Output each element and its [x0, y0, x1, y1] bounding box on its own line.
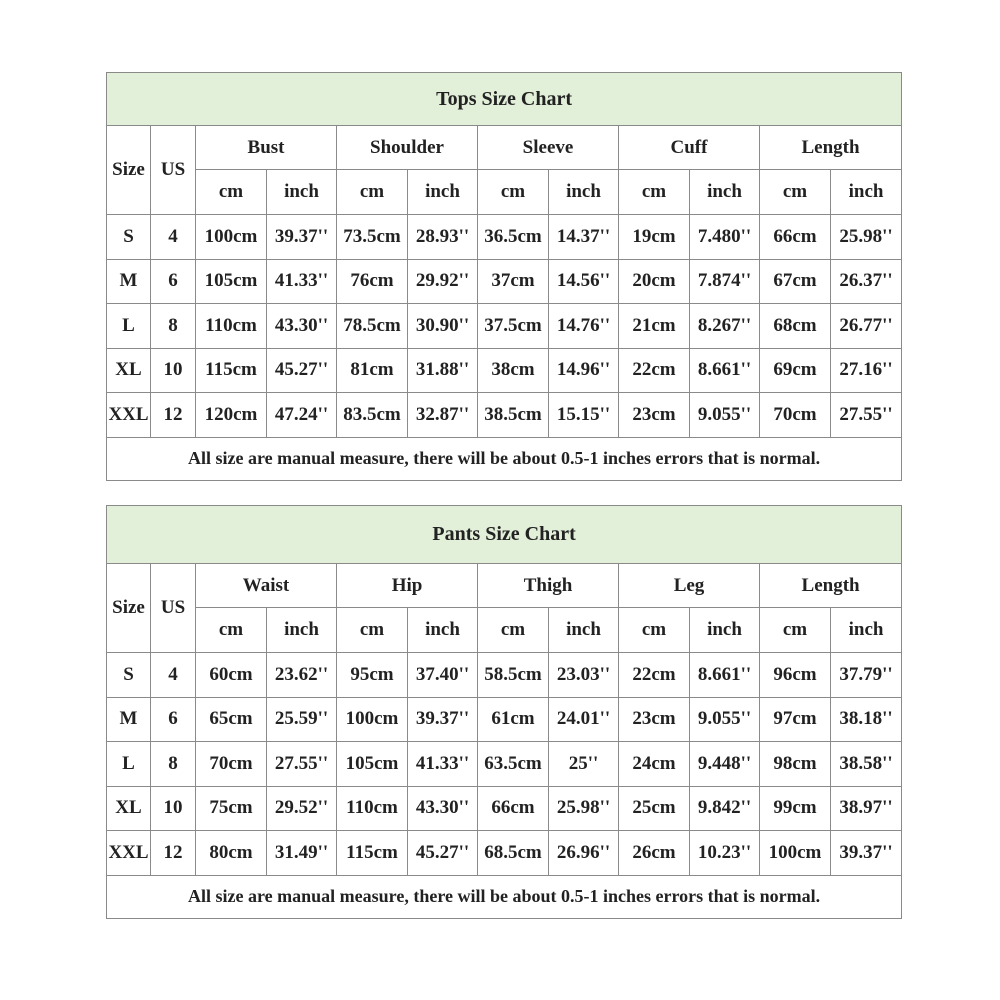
value-cell: 25'' [549, 742, 619, 787]
unit-header: cm [478, 608, 549, 653]
value-cell: 9.055'' [690, 697, 760, 742]
table-row [107, 786, 902, 831]
value-cell: 38cm [478, 348, 549, 393]
value-cell: 23.03'' [549, 653, 619, 698]
value-cell: 37.5cm [478, 304, 549, 349]
value-cell: 22cm [619, 348, 690, 393]
unit-header: inch [408, 608, 478, 653]
value-cell: 70cm [196, 742, 267, 787]
unit-header: cm [619, 608, 690, 653]
value-cell: 67cm [760, 259, 831, 304]
value-cell: 29.52'' [267, 786, 337, 831]
unit-header: inch [831, 170, 902, 215]
measurement-note: All size are manual measure, there will be about 0.5-1 inches errors that is normal. [107, 875, 902, 918]
value-cell: 110cm [337, 786, 408, 831]
measure-header: Thigh [478, 564, 619, 608]
value-cell: 105cm [196, 259, 267, 304]
size-cell: XXL [107, 393, 151, 438]
value-cell: 39.37'' [267, 215, 337, 260]
value-cell: 37cm [478, 259, 549, 304]
measure-header: Waist [196, 564, 337, 608]
value-cell: 8.661'' [690, 653, 760, 698]
us-cell: 4 [151, 215, 196, 260]
value-cell: 58.5cm [478, 653, 549, 698]
value-cell: 9.448'' [690, 742, 760, 787]
pants-size-chart [106, 505, 902, 919]
measure-header: Sleeve [478, 126, 619, 170]
value-cell: 76cm [337, 259, 408, 304]
value-cell: 83.5cm [337, 393, 408, 438]
value-cell: 30.90'' [408, 304, 478, 349]
us-cell: 8 [151, 742, 196, 787]
unit-header: cm [760, 608, 831, 653]
value-cell: 38.97'' [831, 786, 902, 831]
value-cell: 70cm [760, 393, 831, 438]
measure-header: Shoulder [337, 126, 478, 170]
value-cell: 7.480'' [690, 215, 760, 260]
value-cell: 26cm [619, 831, 690, 876]
value-cell: 69cm [760, 348, 831, 393]
value-cell: 23cm [619, 697, 690, 742]
measure-header: Bust [196, 126, 337, 170]
value-cell: 14.56'' [549, 259, 619, 304]
us-header: US [151, 126, 196, 215]
value-cell: 43.30'' [267, 304, 337, 349]
value-cell: 78.5cm [337, 304, 408, 349]
value-cell: 115cm [337, 831, 408, 876]
value-cell: 47.24'' [267, 393, 337, 438]
value-cell: 80cm [196, 831, 267, 876]
value-cell: 14.76'' [549, 304, 619, 349]
unit-header: cm [337, 608, 408, 653]
table-row [107, 304, 902, 349]
value-cell: 100cm [760, 831, 831, 876]
value-cell: 28.93'' [408, 215, 478, 260]
size-header: Size [107, 126, 151, 215]
measure-header: Length [760, 126, 902, 170]
value-cell: 63.5cm [478, 742, 549, 787]
unit-header: inch [267, 608, 337, 653]
value-cell: 7.874'' [690, 259, 760, 304]
value-cell: 73.5cm [337, 215, 408, 260]
value-cell: 25.98'' [549, 786, 619, 831]
measure-header: Hip [337, 564, 478, 608]
size-cell: M [107, 259, 151, 304]
value-cell: 26.77'' [831, 304, 902, 349]
value-cell: 20cm [619, 259, 690, 304]
table-row [107, 742, 902, 787]
value-cell: 19cm [619, 215, 690, 260]
chart-title: Pants Size Chart [107, 506, 902, 564]
size-cell: XL [107, 786, 151, 831]
table-row [107, 393, 902, 438]
value-cell: 61cm [478, 697, 549, 742]
unit-header: inch [408, 170, 478, 215]
unit-header: cm [196, 608, 267, 653]
value-cell: 26.37'' [831, 259, 902, 304]
value-cell: 60cm [196, 653, 267, 698]
value-cell: 81cm [337, 348, 408, 393]
value-cell: 10.23'' [690, 831, 760, 876]
table-row [107, 259, 902, 304]
value-cell: 9.842'' [690, 786, 760, 831]
tops-size-chart [106, 72, 902, 481]
value-cell: 9.055'' [690, 393, 760, 438]
value-cell: 14.37'' [549, 215, 619, 260]
value-cell: 25.59'' [267, 697, 337, 742]
value-cell: 27.55'' [831, 393, 902, 438]
unit-header: cm [619, 170, 690, 215]
value-cell: 23.62'' [267, 653, 337, 698]
value-cell: 25.98'' [831, 215, 902, 260]
value-cell: 15.15'' [549, 393, 619, 438]
value-cell: 66cm [478, 786, 549, 831]
value-cell: 120cm [196, 393, 267, 438]
value-cell: 8.661'' [690, 348, 760, 393]
value-cell: 41.33'' [267, 259, 337, 304]
unit-header: cm [478, 170, 549, 215]
value-cell: 100cm [196, 215, 267, 260]
value-cell: 75cm [196, 786, 267, 831]
us-header: US [151, 564, 196, 653]
value-cell: 43.30'' [408, 786, 478, 831]
unit-header: inch [267, 170, 337, 215]
value-cell: 95cm [337, 653, 408, 698]
value-cell: 14.96'' [549, 348, 619, 393]
size-header: Size [107, 564, 151, 653]
unit-header: inch [549, 608, 619, 653]
value-cell: 96cm [760, 653, 831, 698]
size-cell: L [107, 304, 151, 349]
value-cell: 68cm [760, 304, 831, 349]
size-cell: S [107, 215, 151, 260]
value-cell: 31.49'' [267, 831, 337, 876]
unit-header: inch [690, 608, 760, 653]
us-cell: 8 [151, 304, 196, 349]
measure-header: Cuff [619, 126, 760, 170]
size-cell: XL [107, 348, 151, 393]
value-cell: 24.01'' [549, 697, 619, 742]
value-cell: 65cm [196, 697, 267, 742]
value-cell: 38.58'' [831, 742, 902, 787]
us-cell: 4 [151, 653, 196, 698]
measure-header: Length [760, 564, 902, 608]
us-cell: 6 [151, 697, 196, 742]
measurement-note: All size are manual measure, there will be about 0.5-1 inches errors that is normal. [107, 437, 902, 480]
unit-header: cm [760, 170, 831, 215]
us-cell: 12 [151, 393, 196, 438]
unit-header: cm [337, 170, 408, 215]
table-row [107, 348, 902, 393]
value-cell: 24cm [619, 742, 690, 787]
unit-header: inch [831, 608, 902, 653]
value-cell: 27.16'' [831, 348, 902, 393]
value-cell: 110cm [196, 304, 267, 349]
value-cell: 26.96'' [549, 831, 619, 876]
value-cell: 115cm [196, 348, 267, 393]
table-row [107, 215, 902, 260]
value-cell: 66cm [760, 215, 831, 260]
measure-header: Leg [619, 564, 760, 608]
value-cell: 97cm [760, 697, 831, 742]
us-cell: 12 [151, 831, 196, 876]
us-cell: 6 [151, 259, 196, 304]
value-cell: 98cm [760, 742, 831, 787]
table-row [107, 697, 902, 742]
value-cell: 8.267'' [690, 304, 760, 349]
value-cell: 38.18'' [831, 697, 902, 742]
value-cell: 27.55'' [267, 742, 337, 787]
chart-title: Tops Size Chart [107, 73, 902, 126]
size-cell: XXL [107, 831, 151, 876]
unit-header: inch [690, 170, 760, 215]
us-cell: 10 [151, 348, 196, 393]
value-cell: 22cm [619, 653, 690, 698]
value-cell: 38.5cm [478, 393, 549, 438]
value-cell: 36.5cm [478, 215, 549, 260]
value-cell: 32.87'' [408, 393, 478, 438]
value-cell: 68.5cm [478, 831, 549, 876]
table-row [107, 831, 902, 876]
size-cell: M [107, 697, 151, 742]
value-cell: 25cm [619, 786, 690, 831]
value-cell: 37.40'' [408, 653, 478, 698]
value-cell: 41.33'' [408, 742, 478, 787]
value-cell: 45.27'' [408, 831, 478, 876]
value-cell: 100cm [337, 697, 408, 742]
value-cell: 21cm [619, 304, 690, 349]
value-cell: 29.92'' [408, 259, 478, 304]
value-cell: 31.88'' [408, 348, 478, 393]
value-cell: 37.79'' [831, 653, 902, 698]
value-cell: 45.27'' [267, 348, 337, 393]
value-cell: 39.37'' [408, 697, 478, 742]
unit-header: inch [549, 170, 619, 215]
value-cell: 105cm [337, 742, 408, 787]
value-cell: 39.37'' [831, 831, 902, 876]
size-cell: S [107, 653, 151, 698]
value-cell: 23cm [619, 393, 690, 438]
unit-header: cm [196, 170, 267, 215]
table-row [107, 653, 902, 698]
value-cell: 99cm [760, 786, 831, 831]
us-cell: 10 [151, 786, 196, 831]
size-cell: L [107, 742, 151, 787]
